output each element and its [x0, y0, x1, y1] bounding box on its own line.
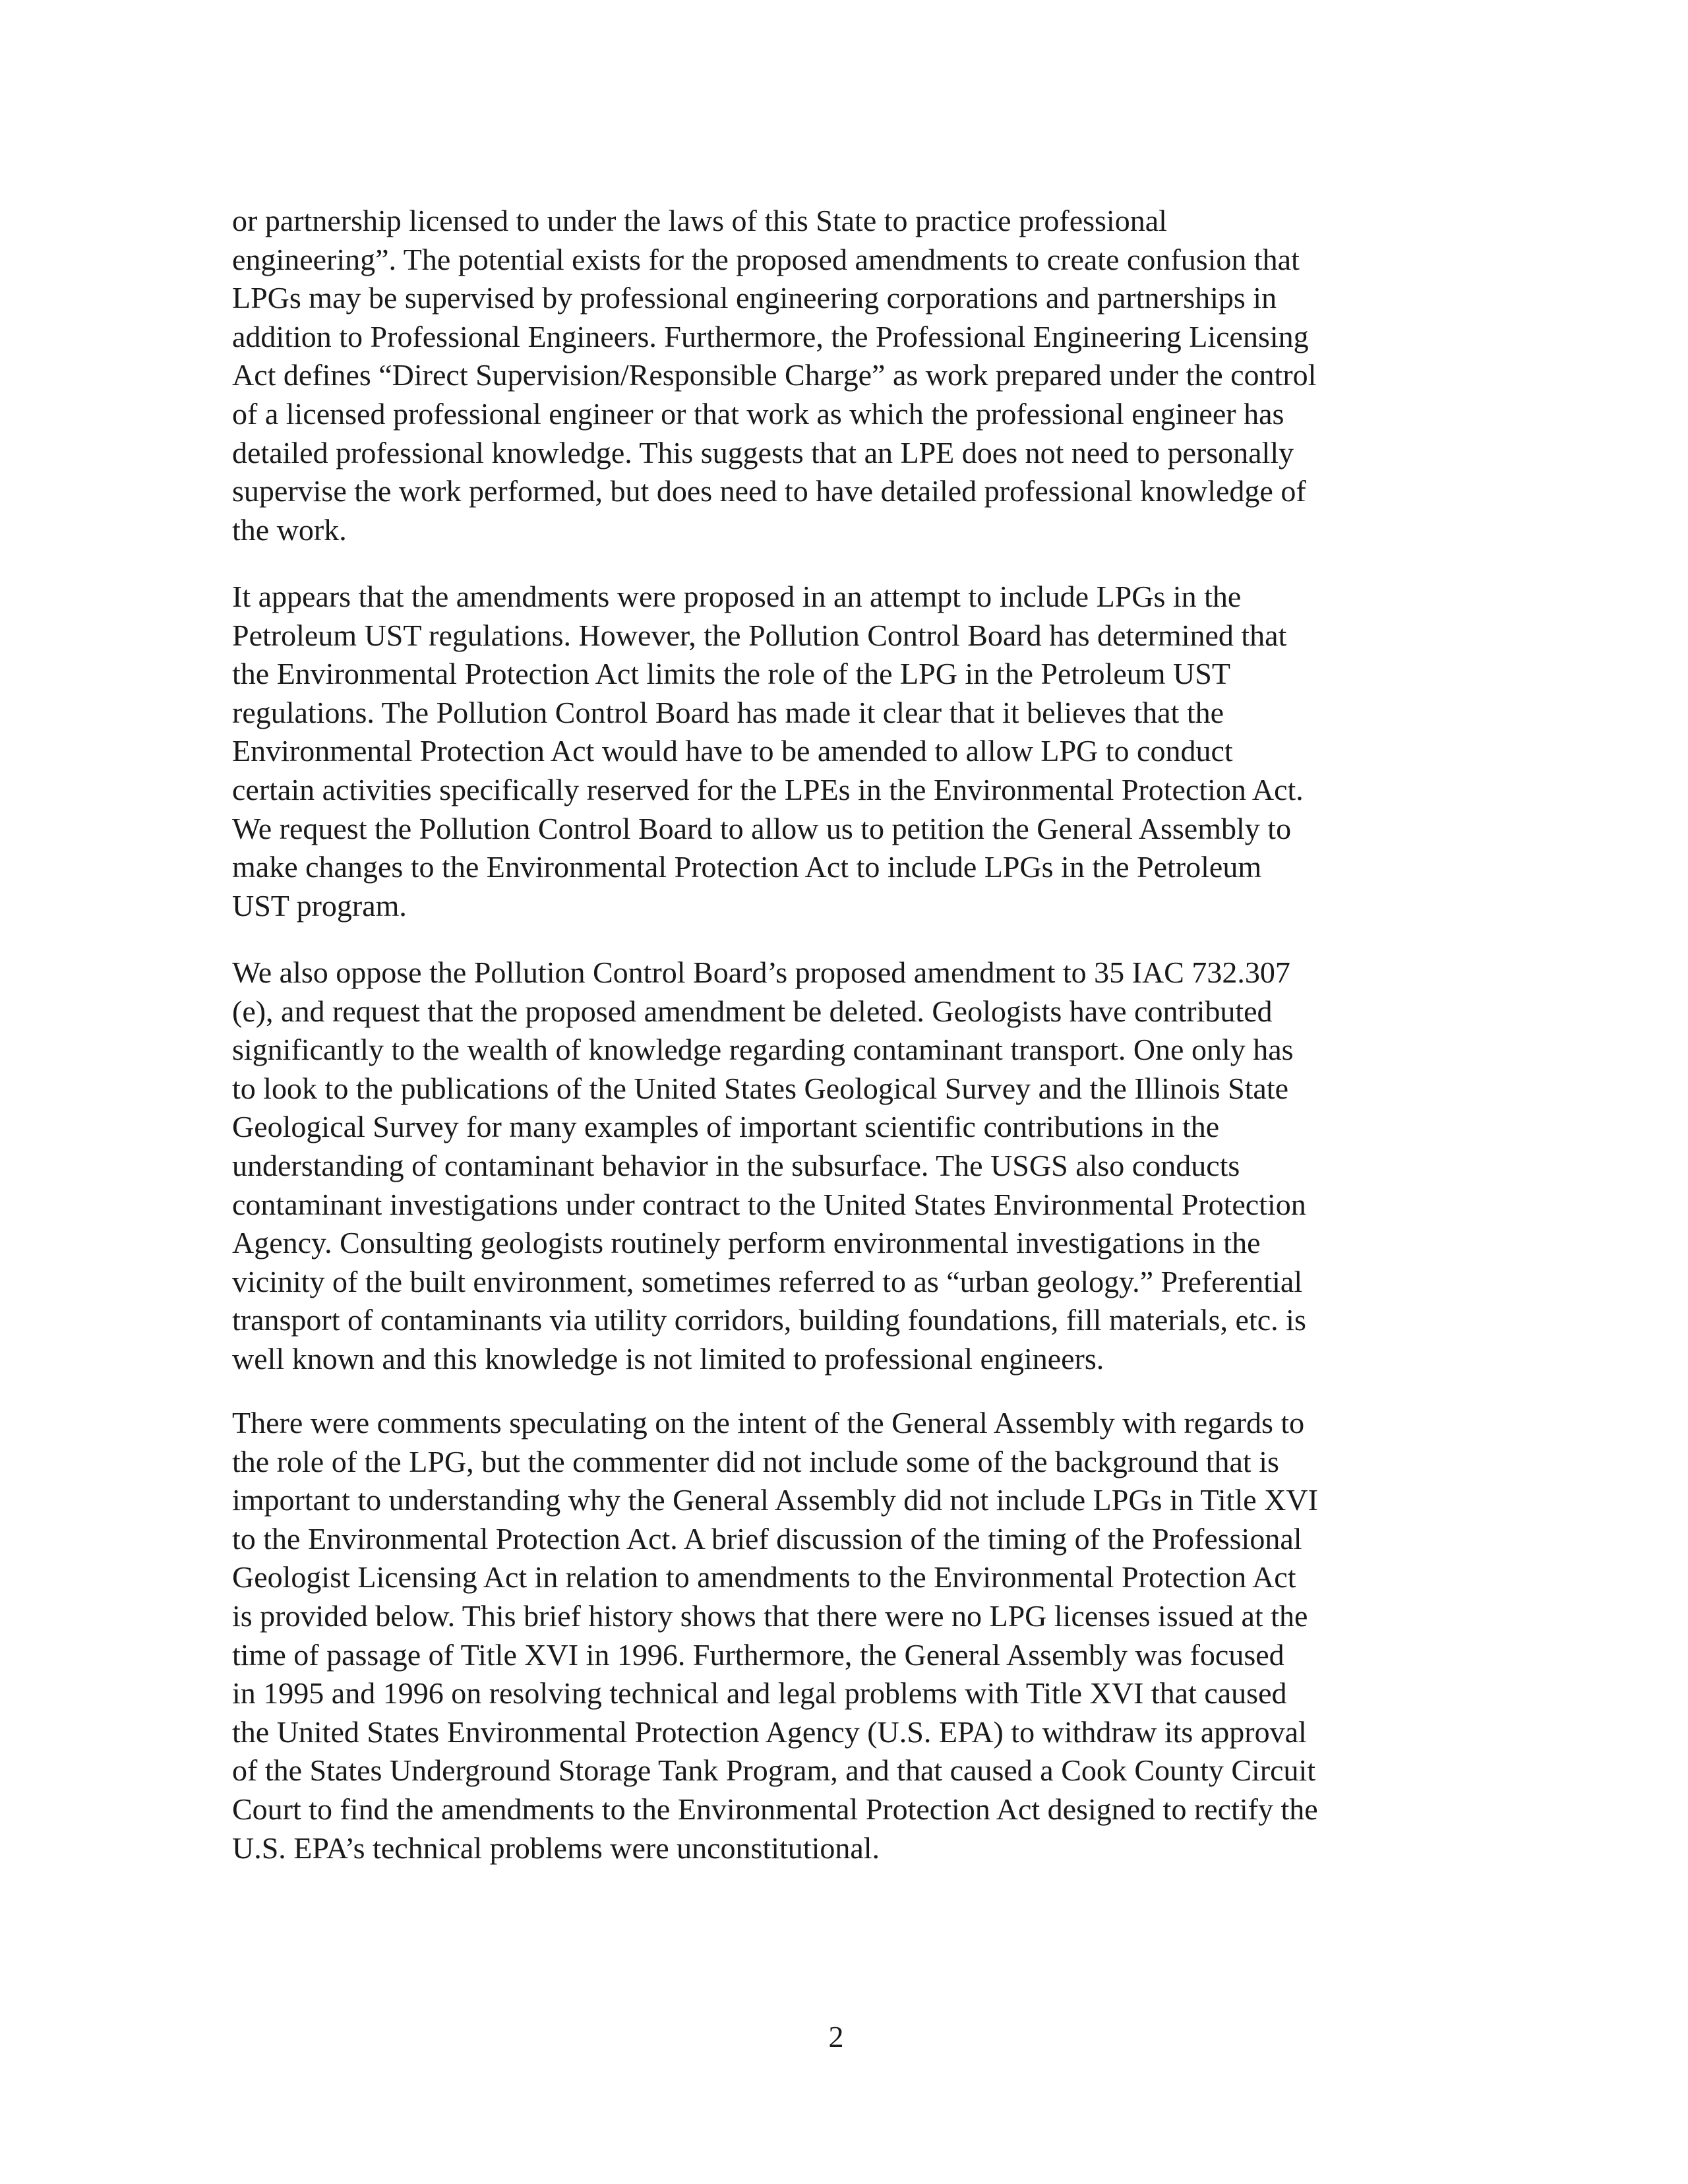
text-line: understanding of contaminant behavior in the subsurface. The USGS also conducts — [232, 1148, 1240, 1182]
text-line: the role of the LPG, but the commenter did not include some of the background that is — [232, 1444, 1279, 1478]
text-line: Geological Survey for many examples of important scientific contributions in the — [232, 1110, 1220, 1144]
text-line: or partnership licensed to under the laws of this State to practice professional — [232, 204, 1167, 237]
text-line: Agency. Consulting geologists routinely perform environmental investigations in the — [232, 1226, 1261, 1260]
text-line: certain activities specifically reserved for the LPEs in the Environmental Protection Act. — [232, 772, 1304, 806]
text-line: the work. — [232, 512, 347, 547]
text-line: of a licensed professional engineer or that work as which the professional engineer has — [232, 396, 1284, 431]
text-line: detailed professional knowledge. This suggests that an LPE does not need to personally — [232, 435, 1294, 470]
paragraph-4 — [232, 1404, 1318, 1867]
text-line: make changes to the Environmental Protection Act to include LPGs in the Petroleum — [232, 850, 1262, 884]
text-line: to look to the publications of the United States Geological Survey and the Illinois State — [232, 1071, 1289, 1105]
paragraph-2 — [232, 578, 1304, 925]
text-line: supervise the work performed, but does need to have detailed professional knowledge of — [232, 474, 1306, 508]
text-line: significantly to the wealth of knowledge regarding contaminant transport. One only has — [232, 1033, 1294, 1067]
text-line: well known and this knowledge is not limited to professional engineers. — [232, 1341, 1104, 1376]
text-line: transport of contaminants via utility corridors, building foundations, fill materials, etc. is — [232, 1303, 1306, 1337]
text-line: Geologist Licensing Act in relation to amendments to the Environmental Protection Act — [232, 1560, 1296, 1594]
text-line: in 1995 and 1996 on resolving technical and legal problems with Title XVI that caused — [232, 1676, 1287, 1711]
text-line: vicinity of the built environment, sometimes referred to as “urban geology.” Preferential — [232, 1264, 1303, 1298]
paragraph-1 — [232, 202, 1316, 549]
text-line: It appears that the amendments were proposed in an attempt to include LPGs in the — [232, 580, 1242, 613]
text-line: U.S. EPA’s technical problems were unconstitutional. — [232, 1831, 880, 1865]
text-line: UST program. — [232, 888, 407, 923]
text-line: important to understanding why the General Assembly did not include LPGs in Title XVI — [232, 1483, 1318, 1517]
text-line: Court to find the amendments to the Environmental Protection Act designed to rectify the — [232, 1792, 1318, 1826]
text-line: engineering”. The potential exists for the proposed amendments to create confusion that — [232, 242, 1300, 276]
text-line: to the Environmental Protection Act. A brief discussion of the timing of the Professional — [232, 1521, 1302, 1556]
text-line: the United States Environmental Protection Agency (U.S. EPA) to withdraw its approval — [232, 1714, 1307, 1749]
text-line: addition to Professional Engineers. Furthermore, the Professional Engineering Licensing — [232, 319, 1309, 353]
text-line: time of passage of Title XVI in 1996. Furthermore, the General Assembly was focused — [232, 1637, 1284, 1672]
text-line: Petroleum UST regulations. However, the Pollution Control Board has determined that — [232, 618, 1287, 652]
text-line: the Environmental Protection Act limits the role of the LPG in the Petroleum UST — [232, 657, 1230, 691]
text-line: We also oppose the Pollution Control Board’s proposed amendment to 35 IAC 732.307 — [232, 956, 1290, 989]
page-number: 2 — [828, 2020, 844, 2053]
paragraph-3 — [232, 954, 1306, 1379]
text-line: regulations. The Pollution Control Board has made it clear that it believes that the — [232, 695, 1224, 729]
text-line: is provided below. This brief history shows that there were no LPG licenses issued at the — [232, 1598, 1308, 1633]
text-line: (e), and request that the proposed amendment be deleted. Geologists have contributed — [232, 994, 1273, 1028]
text-line: LPGs may be supervised by professional engineering corporations and partnerships in — [232, 281, 1277, 315]
text-line: We request the Pollution Control Board to allow us to petition the General Assembly to — [232, 811, 1292, 845]
text-line: of the States Underground Storage Tank Program, and that caused a Cook County Circuit — [232, 1753, 1316, 1788]
text-line: Act defines “Direct Supervision/Responsible Charge” as work prepared under the control — [232, 358, 1317, 392]
text-line: contaminant investigations under contract to the United States Environmental Protection — [232, 1187, 1306, 1221]
text-line: Environmental Protection Act would have to be amended to allow LPG to conduct — [232, 734, 1233, 768]
text-line: There were comments speculating on the intent of the General Assembly with regards to — [232, 1406, 1305, 1440]
